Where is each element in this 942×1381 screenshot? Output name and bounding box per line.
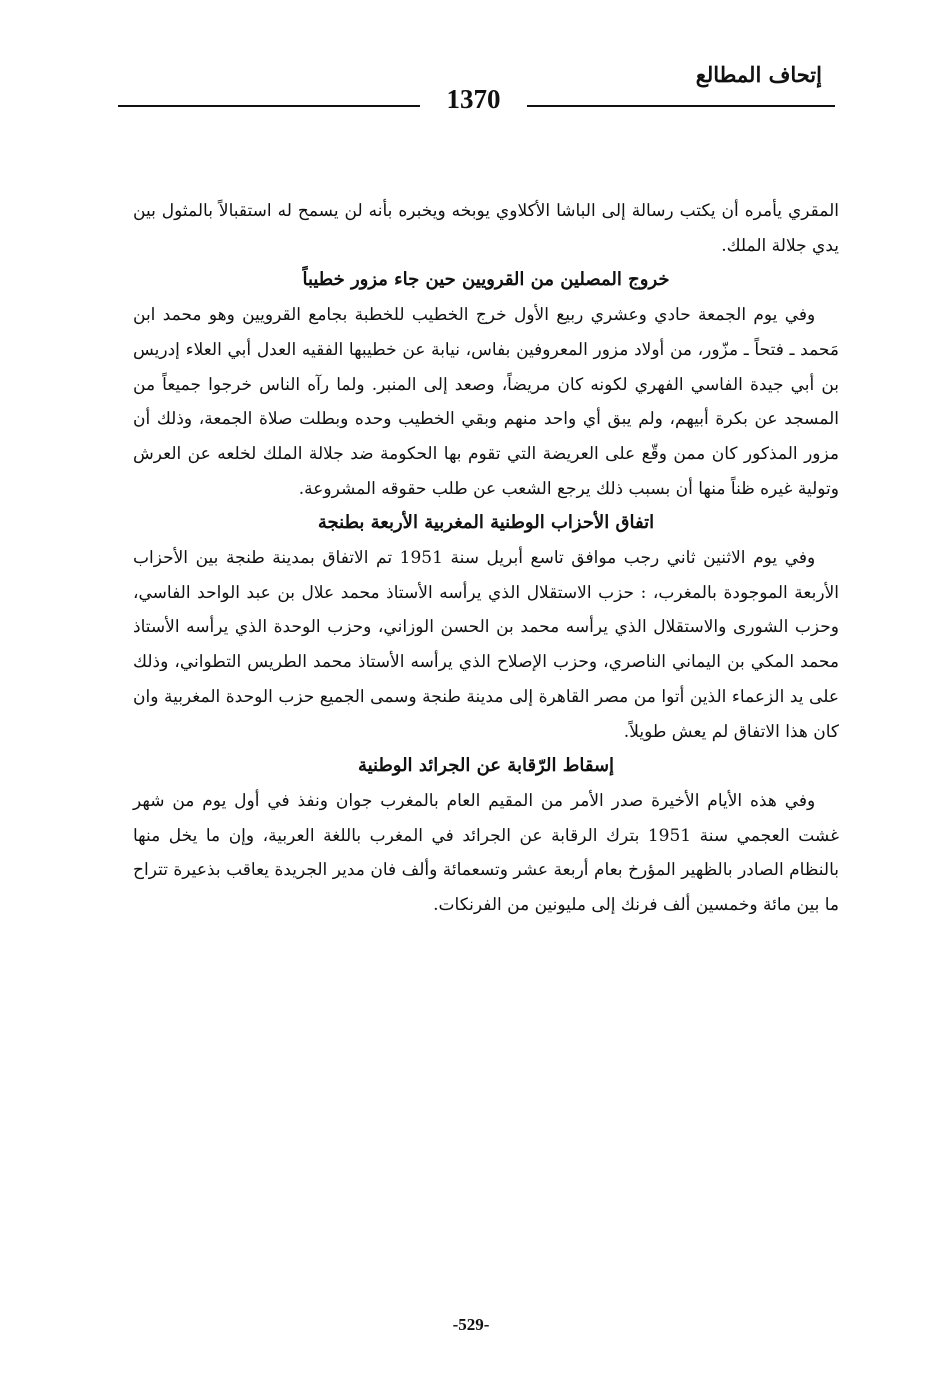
- header-rule-left: [118, 105, 420, 107]
- section-heading-parties-agreement: اتفاق الأحزاب الوطنية المغربية الأربعة بطنجة: [317, 512, 655, 534]
- paragraph-censorship: وفي هذه الأيام الأخيرة صدر الأمر من المقيم العام بالمغرب جوان ونفذ في أول يوم من شهر غشت العجمي سنة 1951 بترك الرقابة عن الجرائد في المغرب باللغة العربية، وإن ما يخل منها بالنظام الصادر بالظهير المؤرخ بعام أربعة عشر وتسعمائة وألف فان مدير الجريدة يعاقب بذعيرة تتراح ما بين مائة وخمسين ألف فرنك إلى مليونين من الفرنكات.: [133, 790, 839, 916]
- paragraph-qarawiyyin: وفي يوم الجمعة حادي وعشري ربيع الأول خرج الخطيب للخطبة بجامع القرويين وهو محمد ابن مَحمد ـ فتحاً ـ مزّور، من أولاد مزور المعروفين بفاس، نيابة عن خطيبها الفقيه العدل أبي العلاء إدريس بن أبي جيدة الفاسي الفهري لكونه كان مريضاً، وصعد إلى المنبر. ولما رآه الناس خرجوا جميعاً من المسجد عن بكرة أبيهم، ولم يبق أي واحد منهم وبقي الخطيب وحده وبطلت صلاة الجمعة، وذلك أن مزور المذكور كان ممن وقّع على العريضة التي تقوم بها الحكومة ضد جلالة الملك لخلعه عن العرش وتولية غيره ظناً منها أن بسبب ذلك يرجع الشعب عن طلب حقوقه المشروعة.: [133, 305, 839, 499]
- section-heading-qarawiyyin: خروج المصلين من القرويين حين جاء مزور خطيباً: [302, 269, 670, 291]
- page-number: -529-: [452, 1315, 490, 1334]
- running-title: إتحاف المطالع: [695, 62, 822, 87]
- page-body: [133, 194, 839, 923]
- header-rule-right: [527, 105, 835, 107]
- paragraph-continuation: المقري يأمره أن يكتب رسالة إلى الباشا الأكلاوي يوبخه ويخبره بأنه لن يسمح له استقبالاً بالمثول بين يدي جلالة الملك.: [133, 201, 839, 256]
- paragraph-parties-agreement: وفي يوم الاثنين ثاني رجب موافق تاسع أبريل سنة 1951 تم الاتفاق بمدينة طنجة بين الأحزاب الأربعة الموجودة بالمغرب، : حزب الاستقلال الذي يرأسه الأستاذ محمد علال بن عبد الواحد الفاسي، وحزب الشورى والاستقلال الذي يرأسه محمد بن الحسن الوزاني، وحزب الوحدة الذي يرأسه الأستاذ محمد المكي بن اليماني الناصري، وحزب الإصلاح الذي يرأسه الأستاذ محمد الطريس التطواني، وذلك على يد الزعماء الذين أتوا من مصر القاهرة إلى مدينة طنجة وسمى الجميع حزب الوحدة المغربية وان كان هذا الاتفاق لم يعش طويلاً.: [133, 548, 839, 742]
- section-heading-censorship: إسقاط الرّقابة عن الجرائد الوطنية: [357, 755, 615, 777]
- page-year: 1370: [446, 84, 501, 114]
